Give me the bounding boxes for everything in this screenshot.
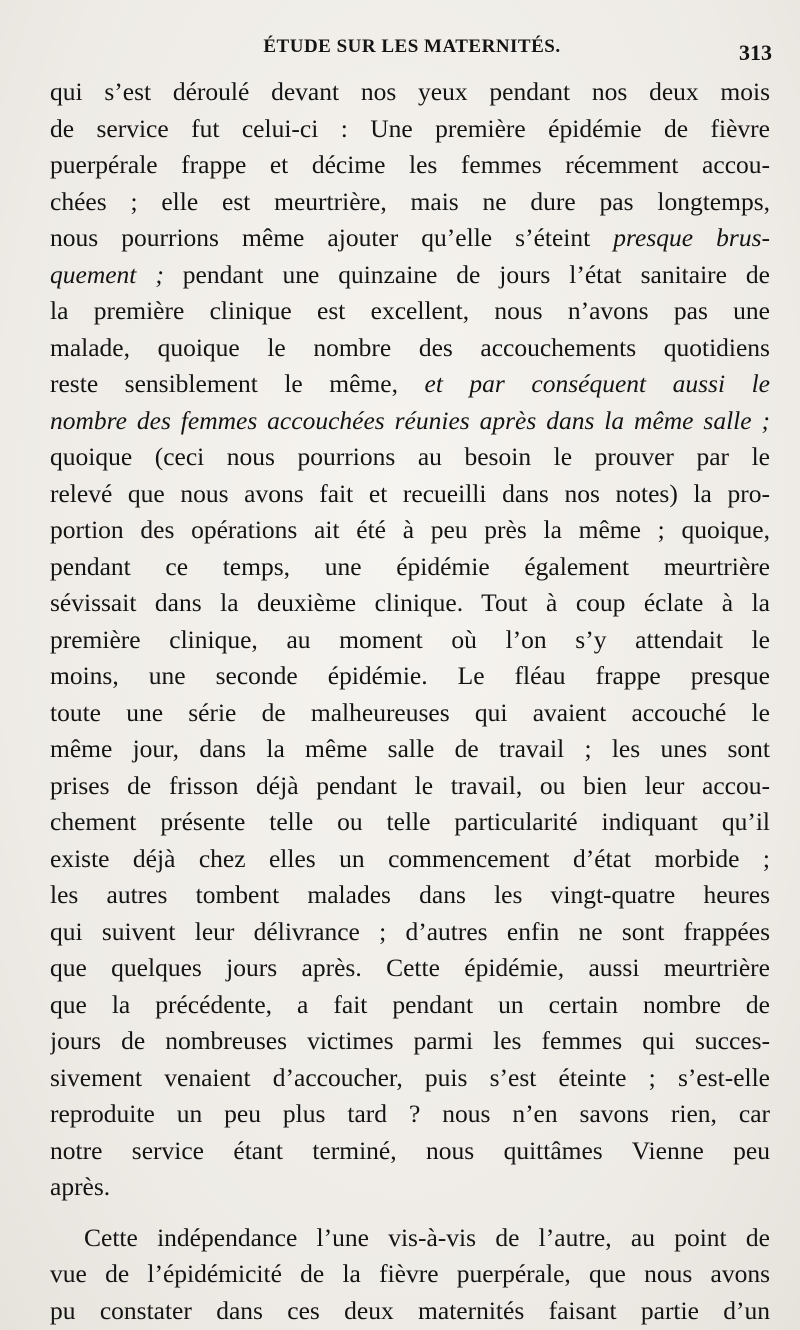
body-text <box>50 74 770 1329</box>
text-line: chement présente telle ou telle particularité indiquant qu’il <box>50 807 770 836</box>
page-number: 313 <box>739 40 772 65</box>
text-line: existe déjà chez elles un commencement d’état morbide ; <box>50 843 770 873</box>
text-line: la première clinique est excellent, nous n’avons pas une <box>50 296 770 325</box>
text-line: pu constater dans ces deux maternités faisant partie d’un <box>50 1295 770 1325</box>
paragraph-start: Cette indépendance l’une vis-à-vis de l’autre, au point de <box>84 1222 770 1252</box>
text-line: pendant ce temps, une épidémie également meurtrière <box>50 551 770 581</box>
text-line: notre service étant terminé, nous quittâmes Vienne peu <box>50 1135 770 1165</box>
text-line: vue de l’épidémicité de la fièvre puerpérale, que nous avons <box>50 1259 770 1288</box>
text-line: puerpérale frappe et décime les femmes récemment accou- <box>50 150 770 179</box>
text-line: de service fut celui-ci : Une première épidémie de fièvre <box>50 113 770 143</box>
text-line: prises de frisson déjà pendant le travail, ou bien leur accou- <box>50 770 770 800</box>
text-line: quement ; pendant une quinzaine de jours l’état sanitaire de <box>50 259 770 289</box>
text-line: les autres tombent malades dans les vingt-quatre heures <box>50 880 770 909</box>
text-line: quoique (ceci nous pourrions au besoin le prouver par le <box>50 442 770 471</box>
text-line: toute une série de malheureuses qui avaient accouché le <box>50 697 770 727</box>
text-line: moins, une seconde épidémie. Le fléau frappe presque <box>50 661 770 690</box>
text-line: qui s’est déroulé devant nos yeux pendant nos deux mois <box>50 77 770 106</box>
text-line: malade, quoique le nombre des accouchements quotidiens <box>50 332 770 362</box>
text-line: chées ; elle est meurtrière, mais ne dure pas longtemps, <box>50 186 770 216</box>
text-line: jours de nombreuses victimes parmi les femmes qui succes- <box>50 1026 770 1055</box>
text-line: qui suivent leur délivrance ; d’autres enfin ne sont frappées <box>50 916 770 946</box>
text-line: nombre des femmes accouchées réunies après dans la même salle ; <box>50 405 770 435</box>
text-line: reproduite un peu plus tard ? nous n’en savons rien, car <box>50 1099 770 1128</box>
text-line: nous pourrions même ajouter qu’elle s’éteint presque brus- <box>50 223 770 252</box>
text-line: première clinique, au moment où l’on s’y attendait le <box>50 624 770 654</box>
text-line: relevé que nous avons fait et recueilli dans nos notes) la pro- <box>50 478 770 508</box>
text-line: sévissait dans la deuxième clinique. Tout à coup éclate à la <box>50 588 770 617</box>
running-title: ÉTUDE SUR LES MATERNITÉS. <box>263 36 561 57</box>
text-line: que quelques jours après. Cette épidémie, aussi meurtrière <box>50 953 770 982</box>
text-line: même jour, dans la même salle de travail ; les unes sont <box>50 734 770 763</box>
text-line: sivement venaient d’accoucher, puis s’est éteinte ; s’est-elle <box>50 1062 770 1092</box>
text-line: après. <box>50 1172 111 1201</box>
text-line: que la précédente, a fait pendant un certain nombre de <box>50 989 770 1019</box>
page-header <box>52 36 772 72</box>
text-line: reste sensiblement le même, et par conséquent aussi le <box>50 369 770 398</box>
text-line: portion des opérations ait été à peu près la même ; quoique, <box>50 515 770 544</box>
